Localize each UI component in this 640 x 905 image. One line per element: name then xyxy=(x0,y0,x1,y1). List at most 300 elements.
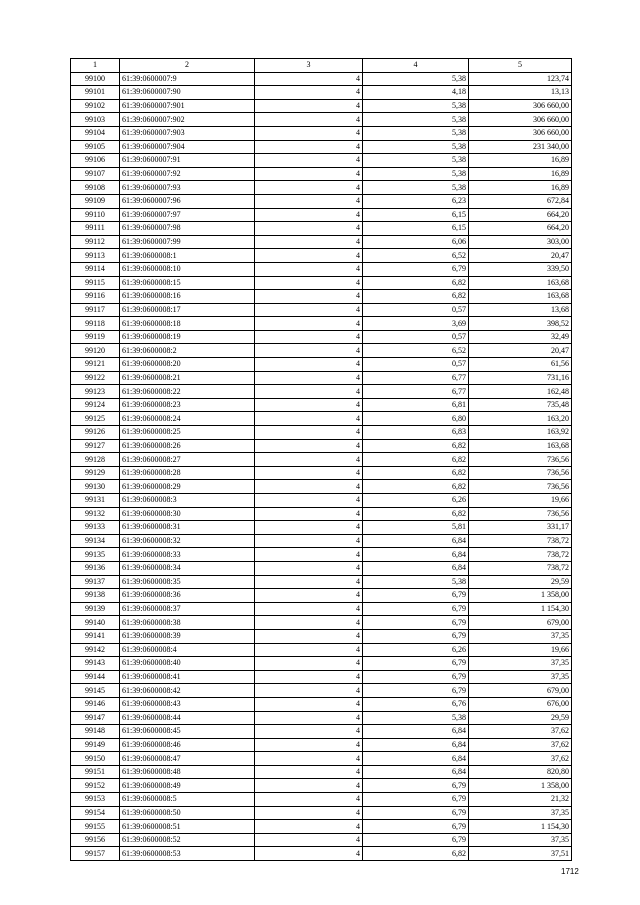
table-row xyxy=(71,548,572,562)
table-cell-col-2: 61:39:0600008:10 xyxy=(120,262,255,276)
table-cell-col-4: 6,06 xyxy=(363,235,469,249)
table-cell-col-2: 61:39:0600008:1 xyxy=(120,249,255,263)
table-cell-col-3: 4 xyxy=(255,235,363,249)
table-row xyxy=(71,697,572,711)
table-cell-col-1: 99125 xyxy=(71,412,120,426)
table-cell-col-2: 61:39:0600008:24 xyxy=(120,412,255,426)
table-row xyxy=(71,575,572,589)
table-cell-col-2: 61:39:0600007:903 xyxy=(120,126,255,140)
table-row xyxy=(71,208,572,222)
table-cell-col-5: 13,68 xyxy=(469,303,572,317)
table-cell-col-3: 4 xyxy=(255,276,363,290)
table-row xyxy=(71,738,572,752)
table-cell-col-1: 99139 xyxy=(71,602,120,616)
table-row xyxy=(71,616,572,630)
table-cell-col-2: 61:39:0600008:38 xyxy=(120,616,255,630)
table-cell-col-1: 99128 xyxy=(71,453,120,467)
table-cell-col-4: 4,18 xyxy=(363,86,469,100)
table-cell-col-3: 4 xyxy=(255,847,363,861)
table-cell-col-1: 99157 xyxy=(71,847,120,861)
table-cell-col-1: 99155 xyxy=(71,820,120,834)
table-cell-col-5: 163,68 xyxy=(469,290,572,304)
table-cell-col-3: 4 xyxy=(255,793,363,807)
table-row xyxy=(71,507,572,521)
table-row xyxy=(71,99,572,113)
table-cell-col-1: 99106 xyxy=(71,154,120,168)
table-cell-col-1: 99124 xyxy=(71,398,120,412)
table-row xyxy=(71,371,572,385)
table-cell-col-4: 6,82 xyxy=(363,290,469,304)
table-cell-col-1: 99114 xyxy=(71,262,120,276)
table-cell-col-3: 4 xyxy=(255,330,363,344)
table-cell-col-2: 61:39:0600008:41 xyxy=(120,670,255,684)
table-cell-col-1: 99133 xyxy=(71,521,120,535)
table-cell-col-1: 99120 xyxy=(71,344,120,358)
table-cell-col-4: 6,79 xyxy=(363,670,469,684)
table-cell-col-5: 679,00 xyxy=(469,616,572,630)
table-cell-col-3: 4 xyxy=(255,358,363,372)
table-cell-col-4: 6,82 xyxy=(363,507,469,521)
table-cell-col-4: 6,52 xyxy=(363,249,469,263)
table-cell-col-1: 99149 xyxy=(71,738,120,752)
table-cell-col-1: 99141 xyxy=(71,629,120,643)
table-cell-col-2: 61:39:0600008:43 xyxy=(120,697,255,711)
table-cell-col-3: 4 xyxy=(255,643,363,657)
table-cell-col-3: 4 xyxy=(255,711,363,725)
table-cell-col-3: 4 xyxy=(255,820,363,834)
table-cell-col-4: 6,79 xyxy=(363,616,469,630)
table-row xyxy=(71,235,572,249)
table-cell-col-1: 99108 xyxy=(71,181,120,195)
table-cell-col-3: 4 xyxy=(255,181,363,195)
table-row xyxy=(71,521,572,535)
table-row xyxy=(71,72,572,86)
table-cell-col-3: 4 xyxy=(255,725,363,739)
table-cell-col-3: 4 xyxy=(255,249,363,263)
table-cell-col-3: 4 xyxy=(255,412,363,426)
table-cell-col-1: 99112 xyxy=(71,235,120,249)
table-cell-col-5: 398,52 xyxy=(469,317,572,331)
table-row xyxy=(71,358,572,372)
table-cell-col-2: 61:39:0600007:92 xyxy=(120,167,255,181)
table-cell-col-1: 99150 xyxy=(71,752,120,766)
table-cell-col-4: 6,79 xyxy=(363,833,469,847)
table-cell-col-3: 4 xyxy=(255,154,363,168)
table-cell-col-4: 6,52 xyxy=(363,344,469,358)
table-cell-col-5: 37,62 xyxy=(469,752,572,766)
table-cell-col-3: 4 xyxy=(255,317,363,331)
table-cell-col-1: 99101 xyxy=(71,86,120,100)
table-cell-col-5: 736,56 xyxy=(469,480,572,494)
table-cell-col-4: 5,38 xyxy=(363,167,469,181)
table-cell-col-1: 99152 xyxy=(71,779,120,793)
table-cell-col-2: 61:39:0600008:35 xyxy=(120,575,255,589)
table-cell-col-4: 6,83 xyxy=(363,426,469,440)
table-cell-col-4: 5,81 xyxy=(363,521,469,535)
table-cell-col-2: 61:39:0600007:9 xyxy=(120,72,255,86)
table-cell-col-5: 664,20 xyxy=(469,208,572,222)
table-cell-col-2: 61:39:0600008:37 xyxy=(120,602,255,616)
table-cell-col-5: 37,35 xyxy=(469,629,572,643)
table-cell-col-3: 4 xyxy=(255,303,363,317)
table-cell-col-1: 99135 xyxy=(71,548,120,562)
table-cell-col-5: 123,74 xyxy=(469,72,572,86)
table-cell-col-1: 99132 xyxy=(71,507,120,521)
table-cell-col-4: 6,79 xyxy=(363,262,469,276)
table-cell-col-5: 21,32 xyxy=(469,793,572,807)
table-cell-col-3: 4 xyxy=(255,466,363,480)
table-cell-col-3: 4 xyxy=(255,398,363,412)
table-cell-col-2: 61:39:0600008:27 xyxy=(120,453,255,467)
table-cell-col-4: 0,57 xyxy=(363,358,469,372)
table-cell-col-2: 61:39:0600008:18 xyxy=(120,317,255,331)
table-row xyxy=(71,262,572,276)
table-cell-col-2: 61:39:0600007:98 xyxy=(120,222,255,236)
table-cell-col-5: 738,72 xyxy=(469,561,572,575)
table-cell-col-5: 163,68 xyxy=(469,276,572,290)
table-cell-col-4: 5,38 xyxy=(363,181,469,195)
table-cell-col-5: 735,48 xyxy=(469,398,572,412)
column-header-5: 5 xyxy=(469,59,572,73)
table-cell-col-5: 306 660,00 xyxy=(469,126,572,140)
table-cell-col-1: 99127 xyxy=(71,439,120,453)
table-cell-col-1: 99143 xyxy=(71,657,120,671)
table-cell-col-5: 29,59 xyxy=(469,711,572,725)
table-cell-col-5: 303,00 xyxy=(469,235,572,249)
table-cell-col-5: 731,16 xyxy=(469,371,572,385)
table-cell-col-5: 16,89 xyxy=(469,181,572,195)
table-row xyxy=(71,779,572,793)
table-cell-col-4: 6,79 xyxy=(363,793,469,807)
table-cell-col-2: 61:39:0600008:32 xyxy=(120,534,255,548)
table-cell-col-5: 37,62 xyxy=(469,725,572,739)
table-cell-col-1: 99156 xyxy=(71,833,120,847)
table-cell-col-4: 5,38 xyxy=(363,99,469,113)
table-cell-col-2: 61:39:0600007:90 xyxy=(120,86,255,100)
table-cell-col-2: 61:39:0600008:15 xyxy=(120,276,255,290)
table-cell-col-4: 6,26 xyxy=(363,494,469,508)
table-cell-col-1: 99113 xyxy=(71,249,120,263)
table-cell-col-4: 6,15 xyxy=(363,208,469,222)
table-cell-col-5: 738,72 xyxy=(469,548,572,562)
table-cell-col-3: 4 xyxy=(255,290,363,304)
table-cell-col-1: 99109 xyxy=(71,194,120,208)
table-cell-col-2: 61:39:0600008:22 xyxy=(120,385,255,399)
table-cell-col-5: 162,48 xyxy=(469,385,572,399)
table-cell-col-3: 4 xyxy=(255,548,363,562)
table-row xyxy=(71,222,572,236)
table-cell-col-1: 99142 xyxy=(71,643,120,657)
table-cell-col-5: 37,35 xyxy=(469,657,572,671)
table-cell-col-1: 99103 xyxy=(71,113,120,127)
table-row xyxy=(71,86,572,100)
table-cell-col-5: 13,13 xyxy=(469,86,572,100)
table-cell-col-3: 4 xyxy=(255,426,363,440)
table-row xyxy=(71,154,572,168)
table-cell-col-4: 6,77 xyxy=(363,371,469,385)
table-cell-col-1: 99126 xyxy=(71,426,120,440)
table-cell-col-2: 61:39:0600008:16 xyxy=(120,290,255,304)
table-row xyxy=(71,276,572,290)
table-cell-col-4: 6,79 xyxy=(363,684,469,698)
table-cell-col-2: 61:39:0600008:4 xyxy=(120,643,255,657)
column-header-1: 1 xyxy=(71,59,120,73)
table-cell-col-4: 6,84 xyxy=(363,738,469,752)
table-row xyxy=(71,752,572,766)
table-cell-col-5: 679,00 xyxy=(469,684,572,698)
table-cell-col-3: 4 xyxy=(255,684,363,698)
table-cell-col-1: 99119 xyxy=(71,330,120,344)
table-cell-col-2: 61:39:0600008:30 xyxy=(120,507,255,521)
table-cell-col-5: 736,56 xyxy=(469,507,572,521)
table-cell-col-2: 61:39:0600008:50 xyxy=(120,806,255,820)
table-cell-col-3: 4 xyxy=(255,385,363,399)
table-cell-col-3: 4 xyxy=(255,480,363,494)
table-cell-col-2: 61:39:0600008:47 xyxy=(120,752,255,766)
table-cell-col-2: 61:39:0600008:51 xyxy=(120,820,255,834)
table-cell-col-4: 6,15 xyxy=(363,222,469,236)
table-cell-col-4: 6,79 xyxy=(363,602,469,616)
table-cell-col-2: 61:39:0600008:28 xyxy=(120,466,255,480)
table-cell-col-1: 99146 xyxy=(71,697,120,711)
table-cell-col-4: 6,81 xyxy=(363,398,469,412)
table-cell-col-3: 4 xyxy=(255,262,363,276)
table-row xyxy=(71,820,572,834)
table-cell-col-5: 231 340,00 xyxy=(469,140,572,154)
table-cell-col-2: 61:39:0600008:44 xyxy=(120,711,255,725)
table-cell-col-4: 5,38 xyxy=(363,575,469,589)
table-cell-col-3: 4 xyxy=(255,534,363,548)
table-cell-col-2: 61:39:0600008:34 xyxy=(120,561,255,575)
table-cell-col-5: 37,35 xyxy=(469,833,572,847)
table-cell-col-5: 339,50 xyxy=(469,262,572,276)
table-row xyxy=(71,439,572,453)
table-row xyxy=(71,181,572,195)
table-cell-col-1: 99102 xyxy=(71,99,120,113)
table-cell-col-4: 0,57 xyxy=(363,330,469,344)
table-cell-col-5: 1 358,00 xyxy=(469,589,572,603)
table-row xyxy=(71,385,572,399)
table-cell-col-1: 99111 xyxy=(71,222,120,236)
table-cell-col-5: 20,47 xyxy=(469,249,572,263)
table-row xyxy=(71,806,572,820)
table-cell-col-4: 6,84 xyxy=(363,561,469,575)
table-row xyxy=(71,317,572,331)
table-cell-col-3: 4 xyxy=(255,453,363,467)
table-cell-col-4: 6,82 xyxy=(363,847,469,861)
table-row xyxy=(71,398,572,412)
table-cell-col-1: 99140 xyxy=(71,616,120,630)
table-cell-col-2: 61:39:0600007:901 xyxy=(120,99,255,113)
table-cell-col-3: 4 xyxy=(255,806,363,820)
table-cell-col-4: 6,26 xyxy=(363,643,469,657)
table-cell-col-3: 4 xyxy=(255,589,363,603)
table-cell-col-1: 99144 xyxy=(71,670,120,684)
table-row xyxy=(71,561,572,575)
table-cell-col-5: 32,49 xyxy=(469,330,572,344)
table-cell-col-4: 6,79 xyxy=(363,589,469,603)
table-cell-col-1: 99148 xyxy=(71,725,120,739)
table-cell-col-3: 4 xyxy=(255,194,363,208)
table-cell-col-3: 4 xyxy=(255,99,363,113)
table-cell-col-3: 4 xyxy=(255,561,363,575)
table-cell-col-1: 99136 xyxy=(71,561,120,575)
table-cell-col-4: 6,79 xyxy=(363,806,469,820)
table-cell-col-3: 4 xyxy=(255,752,363,766)
table-row xyxy=(71,684,572,698)
table-cell-col-2: 61:39:0600008:49 xyxy=(120,779,255,793)
table-cell-col-5: 1 358,00 xyxy=(469,779,572,793)
table-cell-col-3: 4 xyxy=(255,629,363,643)
table-row xyxy=(71,412,572,426)
table-cell-col-2: 61:39:0600008:45 xyxy=(120,725,255,739)
table-cell-col-3: 4 xyxy=(255,126,363,140)
table-row xyxy=(71,303,572,317)
table-cell-col-4: 6,84 xyxy=(363,534,469,548)
table-cell-col-2: 61:39:0600007:91 xyxy=(120,154,255,168)
table-cell-col-1: 99110 xyxy=(71,208,120,222)
data-table xyxy=(70,58,572,861)
table-cell-col-1: 99145 xyxy=(71,684,120,698)
table-cell-col-5: 61,56 xyxy=(469,358,572,372)
table-cell-col-1: 99116 xyxy=(71,290,120,304)
table-row xyxy=(71,344,572,358)
table-row xyxy=(71,643,572,657)
table-cell-col-3: 4 xyxy=(255,616,363,630)
table-cell-col-1: 99100 xyxy=(71,72,120,86)
table-row xyxy=(71,249,572,263)
table-body xyxy=(71,72,572,860)
table-row xyxy=(71,453,572,467)
table-row xyxy=(71,657,572,671)
table-cell-col-1: 99122 xyxy=(71,371,120,385)
column-header-3: 3 xyxy=(255,59,363,73)
table-cell-col-1: 99137 xyxy=(71,575,120,589)
table-cell-col-4: 6,79 xyxy=(363,657,469,671)
table-cell-col-2: 61:39:0600007:96 xyxy=(120,194,255,208)
table-row xyxy=(71,534,572,548)
table-cell-col-5: 20,47 xyxy=(469,344,572,358)
table-cell-col-1: 99134 xyxy=(71,534,120,548)
table-cell-col-1: 99151 xyxy=(71,765,120,779)
table-cell-col-5: 37,62 xyxy=(469,738,572,752)
table-cell-col-2: 61:39:0600008:52 xyxy=(120,833,255,847)
table-cell-col-5: 664,20 xyxy=(469,222,572,236)
table-cell-col-5: 331,17 xyxy=(469,521,572,535)
table-row xyxy=(71,629,572,643)
table-row xyxy=(71,426,572,440)
table-cell-col-3: 4 xyxy=(255,72,363,86)
table-cell-col-3: 4 xyxy=(255,697,363,711)
table-row xyxy=(71,126,572,140)
table-cell-col-1: 99115 xyxy=(71,276,120,290)
table-cell-col-4: 6,82 xyxy=(363,480,469,494)
table-cell-col-5: 163,68 xyxy=(469,439,572,453)
table-cell-col-2: 61:39:0600008:31 xyxy=(120,521,255,535)
column-header-2: 2 xyxy=(120,59,255,73)
table-cell-col-5: 736,56 xyxy=(469,453,572,467)
table-cell-col-3: 4 xyxy=(255,140,363,154)
table-cell-col-2: 61:39:0600008:20 xyxy=(120,358,255,372)
table-row xyxy=(71,113,572,127)
table-cell-col-2: 61:39:0600008:46 xyxy=(120,738,255,752)
table-cell-col-3: 4 xyxy=(255,222,363,236)
table-cell-col-5: 19,66 xyxy=(469,643,572,657)
table-row xyxy=(71,793,572,807)
table-cell-col-2: 61:39:0600007:99 xyxy=(120,235,255,249)
table-cell-col-1: 99117 xyxy=(71,303,120,317)
table-cell-col-5: 1 154,30 xyxy=(469,602,572,616)
table-cell-col-4: 6,82 xyxy=(363,466,469,480)
table-cell-col-1: 99153 xyxy=(71,793,120,807)
table-cell-col-2: 61:39:0600008:40 xyxy=(120,657,255,671)
table-cell-col-1: 99105 xyxy=(71,140,120,154)
table-cell-col-1: 99147 xyxy=(71,711,120,725)
table-cell-col-3: 4 xyxy=(255,439,363,453)
table-row xyxy=(71,725,572,739)
table-cell-col-4: 5,38 xyxy=(363,126,469,140)
table-cell-col-4: 3,69 xyxy=(363,317,469,331)
table-cell-col-5: 37,51 xyxy=(469,847,572,861)
table-cell-col-5: 37,35 xyxy=(469,806,572,820)
table-cell-col-5: 16,89 xyxy=(469,154,572,168)
table-cell-col-4: 6,76 xyxy=(363,697,469,711)
table-cell-col-4: 5,38 xyxy=(363,113,469,127)
table-cell-col-1: 99107 xyxy=(71,167,120,181)
table-cell-col-1: 99154 xyxy=(71,806,120,820)
table-cell-col-4: 5,38 xyxy=(363,140,469,154)
table-cell-col-4: 6,84 xyxy=(363,725,469,739)
table-row xyxy=(71,494,572,508)
table-cell-col-4: 6,79 xyxy=(363,820,469,834)
table-cell-col-5: 676,00 xyxy=(469,697,572,711)
table-row xyxy=(71,589,572,603)
table-cell-col-2: 61:39:0600008:42 xyxy=(120,684,255,698)
table-cell-col-3: 4 xyxy=(255,779,363,793)
table-cell-col-3: 4 xyxy=(255,507,363,521)
table-cell-col-4: 6,84 xyxy=(363,752,469,766)
table-cell-col-3: 4 xyxy=(255,602,363,616)
table-cell-col-2: 61:39:0600008:48 xyxy=(120,765,255,779)
table-cell-col-2: 61:39:0600008:25 xyxy=(120,426,255,440)
table-cell-col-5: 738,72 xyxy=(469,534,572,548)
table-cell-col-2: 61:39:0600008:53 xyxy=(120,847,255,861)
table-cell-col-2: 61:39:0600008:3 xyxy=(120,494,255,508)
table-cell-col-2: 61:39:0600008:17 xyxy=(120,303,255,317)
table-cell-col-2: 61:39:0600008:29 xyxy=(120,480,255,494)
table-cell-col-5: 1 154,30 xyxy=(469,820,572,834)
table-cell-col-2: 61:39:0600008:19 xyxy=(120,330,255,344)
table-cell-col-3: 4 xyxy=(255,208,363,222)
table-cell-col-3: 4 xyxy=(255,521,363,535)
table-cell-col-2: 61:39:0600007:902 xyxy=(120,113,255,127)
table-cell-col-3: 4 xyxy=(255,833,363,847)
table-cell-col-2: 61:39:0600008:26 xyxy=(120,439,255,453)
table-cell-col-5: 672,84 xyxy=(469,194,572,208)
table-cell-col-1: 99104 xyxy=(71,126,120,140)
table-cell-col-2: 61:39:0600008:21 xyxy=(120,371,255,385)
table-cell-col-5: 37,35 xyxy=(469,670,572,684)
table-row xyxy=(71,833,572,847)
table-cell-col-1: 99121 xyxy=(71,358,120,372)
table-cell-col-4: 5,38 xyxy=(363,154,469,168)
table-row xyxy=(71,167,572,181)
table-cell-col-4: 6,82 xyxy=(363,453,469,467)
table-cell-col-3: 4 xyxy=(255,670,363,684)
table-row xyxy=(71,194,572,208)
table-cell-col-4: 6,84 xyxy=(363,765,469,779)
table-cell-col-4: 5,38 xyxy=(363,72,469,86)
